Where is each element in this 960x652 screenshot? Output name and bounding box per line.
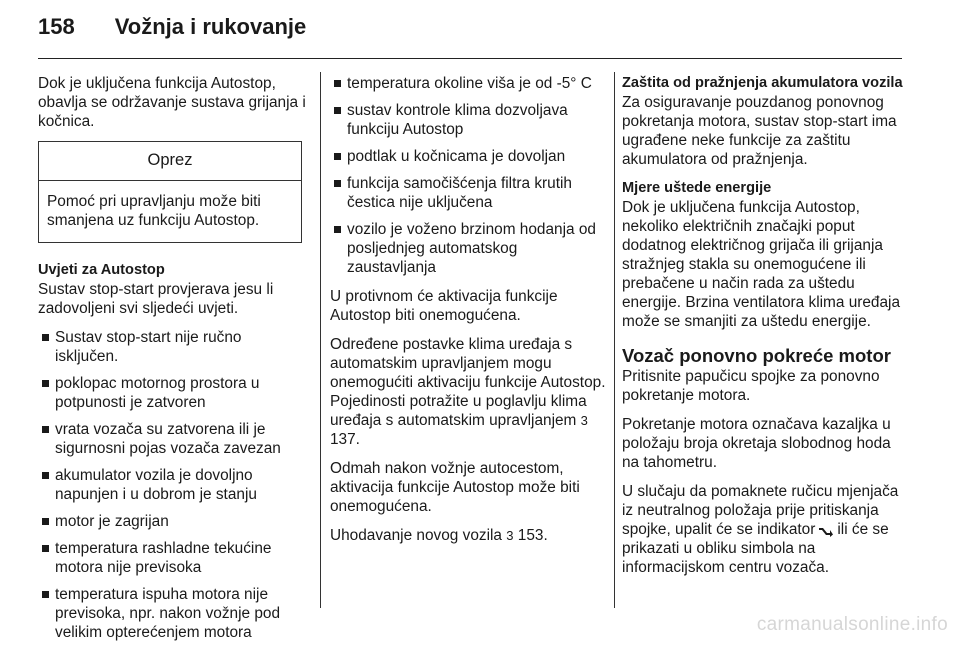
battery-paragraph: Za osiguravanje pouzdanog ponovnog pokretanja motora, sustav stop-start ima ugrađene neke funkcije za zaštitu akumulatora od pražnjenja.	[622, 94, 897, 168]
page-ref-icon[interactable]: 3	[580, 413, 588, 428]
list-item: poklopac motornog prostora u potpunosti je zatvoren	[38, 374, 306, 412]
header-rule	[38, 58, 902, 59]
list-item: akumulator vozila je dovoljno napunjen i u dobrom je stanju	[38, 466, 306, 504]
paragraph-climate-text: Određene postavke klima uređaja s automatskim upravljanjem mogu onemogućiti aktivaciju funkcije Autostop. Pojedinosti potražite u poglavlju klima uređaja s automatskim upravljanjem	[330, 336, 606, 429]
page-title: Vožnja i rukovanje	[114, 14, 307, 39]
energy-paragraph: Dok je uključena funkcija Autostop, nekoliko električnih značajki poput dodatnog električnog grijača ili grijanja stražnjeg stakla su onemogućene ili prebačene u način rada za uštedu energije. Brzina ventilatora klima uređaja može se smanjiti za uštedu energije.	[622, 199, 901, 330]
column-3	[622, 74, 908, 587]
auto-stop-indicator-icon	[818, 524, 834, 535]
paragraph-motorway: Odmah nakon vožnje autocestom, aktivacija funkcije Autostop može biti onemogućena.	[330, 460, 580, 515]
conditions-list-continued	[330, 74, 610, 277]
page-ref-number[interactable]: 153.	[517, 527, 548, 544]
page-number: 158	[38, 14, 75, 39]
list-item: sustav kontrole klima dozvoljava funkciju Autostop	[330, 101, 610, 139]
list-item: vozilo je voženo brzinom hodanja od posljednjeg automatskog zaustavljanja	[330, 220, 610, 277]
restart-paragraph-2: Pokretanje motora označava kazaljka u položaju broja okretaja slobodnog hoda na tahometru.	[622, 416, 891, 471]
caution-text: Pomoć pri upravljanju može biti smanjena uz funkciju Autostop.	[47, 193, 261, 229]
battery-heading: Zaštita od pražnjenja akumulatora vozila	[622, 75, 903, 91]
page-ref-icon[interactable]: 3	[506, 528, 514, 543]
list-item: vrata vozača su zatvorena ili je sigurnosni pojas vozača zavezan	[38, 420, 306, 458]
list-item: Sustav stop-start nije ručno isključen.	[38, 328, 306, 366]
intro-paragraph: Dok je uključena funkcija Autostop, obavlja se održavanje sustava grijanja i kočnica.	[38, 75, 306, 130]
paragraph-running-in-text: Uhodavanje novog vozila	[330, 527, 502, 544]
restart-paragraph-3	[622, 482, 908, 577]
list-item: temperatura rashladne tekućine motora nije previsoka	[38, 539, 306, 577]
column-divider-1	[320, 72, 321, 608]
caution-title: Oprez	[39, 142, 301, 181]
page-ref-number[interactable]: 137.	[330, 431, 360, 448]
watermark: carmanualsonline.info	[756, 614, 948, 635]
caution-box	[38, 141, 302, 243]
conditions-list	[38, 328, 306, 642]
page-header	[38, 14, 306, 54]
list-item: temperatura ispuha motora nije previsoka, npr. nakon vožnje pod velikim opterećenjem motora	[38, 585, 306, 642]
paragraph-climate	[330, 335, 610, 449]
list-item: temperatura okoline viša je od -5° C	[330, 74, 610, 93]
column-divider-2	[614, 72, 615, 608]
list-item: motor je zagrijan	[38, 512, 306, 531]
list-item: funkcija samočišćenja filtra krutih čestica nije uključena	[330, 174, 610, 212]
restart-paragraph-3-text: U slučaju da pomaknete ručicu mjenjača iz neutralnog položaja prije pritiskanja spojke, upalit će se indikator	[622, 483, 899, 538]
restart-paragraph-3-text-after: ili će se prikazati u obliku simbola na informacijskom centru vozača.	[622, 521, 889, 576]
paragraph-running-in	[330, 526, 610, 545]
restart-heading: Vozač ponovno pokreće motor	[622, 345, 891, 366]
restart-paragraph-1: Pritisnite papučicu spojke za ponovno pokretanje motora.	[622, 368, 880, 404]
list-item: podtlak u kočnicama je dovoljan	[330, 147, 610, 166]
energy-heading: Mjere uštede energije	[622, 180, 772, 196]
paragraph-disabled: U protivnom će aktivacija funkcije Autostop biti onemogućena.	[330, 288, 558, 324]
conditions-intro: Sustav stop-start provjerava jesu li zadovoljeni svi sljedeći uvjeti.	[38, 281, 274, 317]
column-2	[330, 74, 610, 555]
column-1	[38, 74, 306, 652]
conditions-heading: Uvjeti za Autostop	[38, 262, 165, 278]
